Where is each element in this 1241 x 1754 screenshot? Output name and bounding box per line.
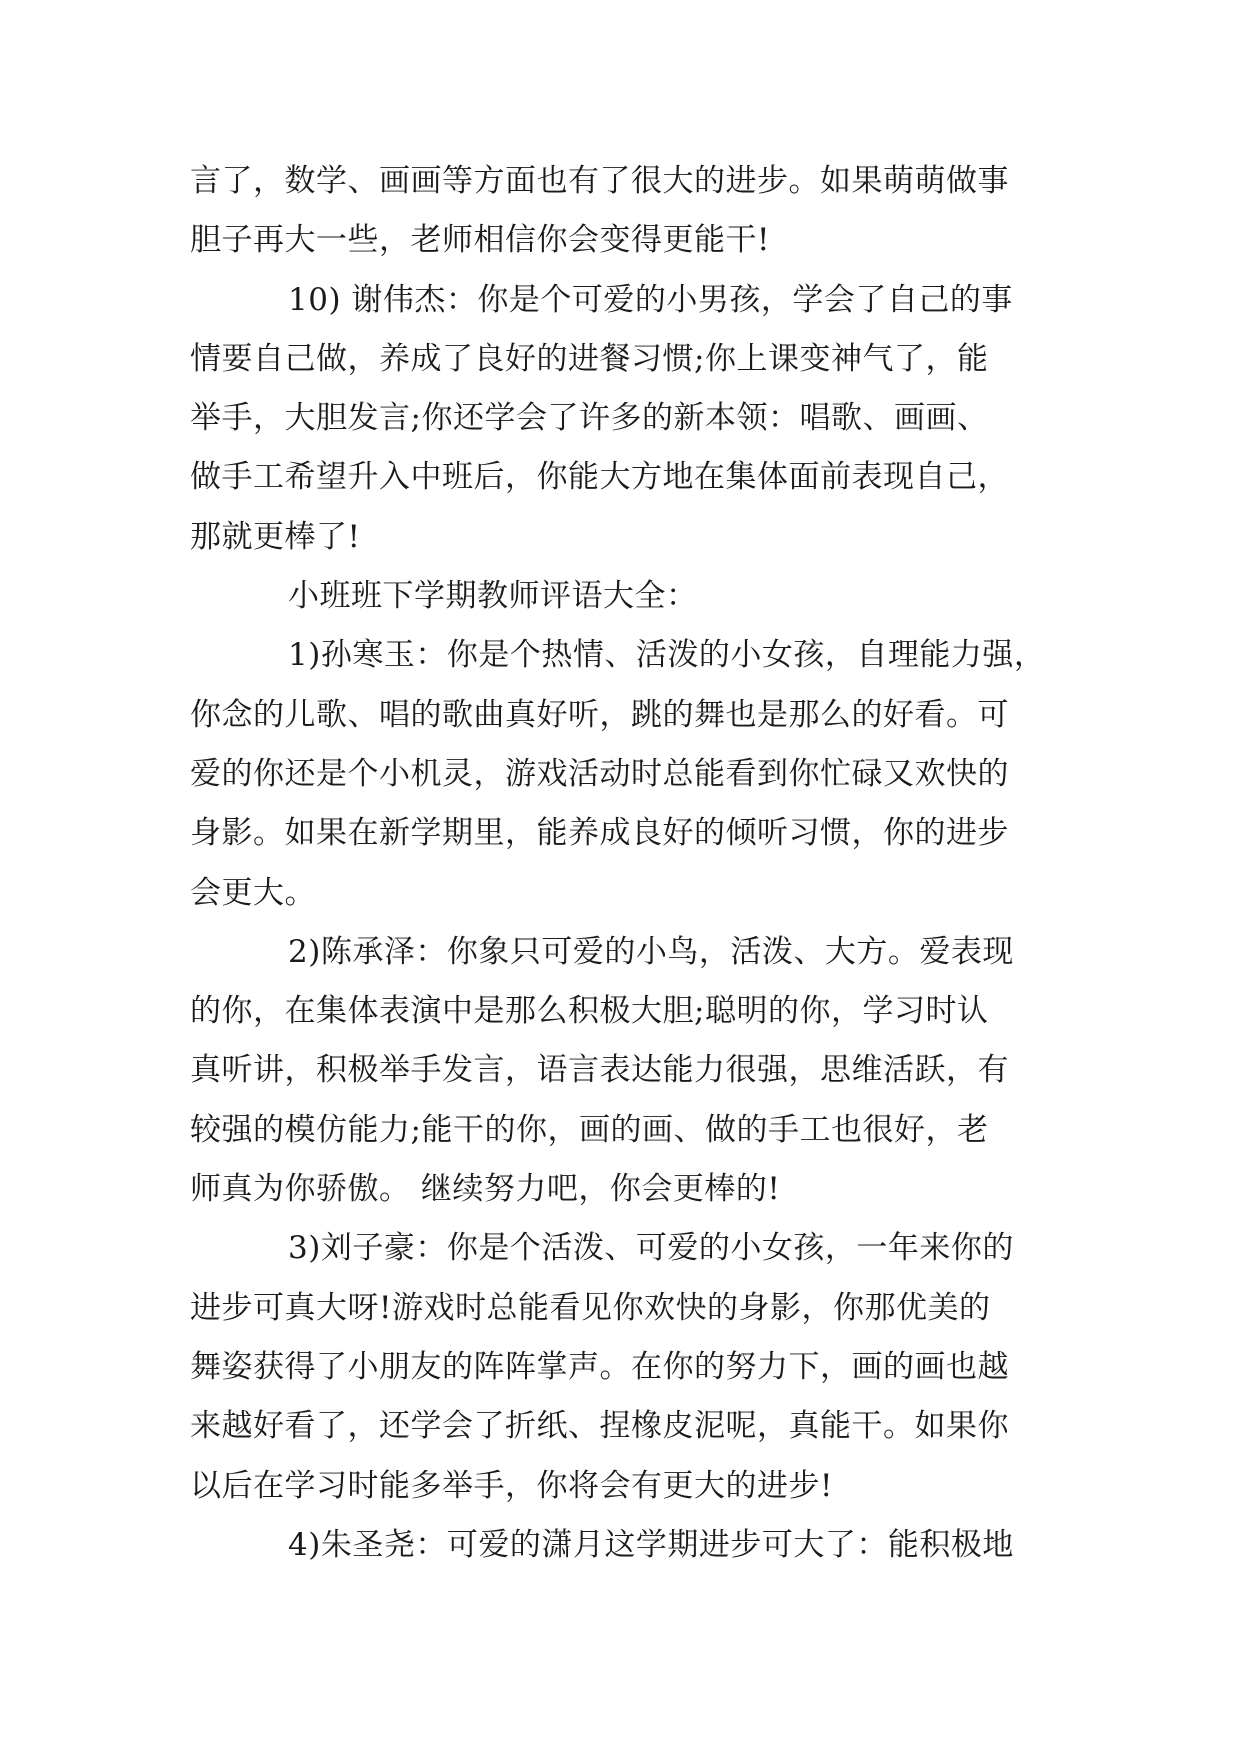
text-line: 2)陈承泽：你象只可爱的小鸟，活泼、大方。爱表现 [288, 933, 1014, 970]
text-line: 来越好看了，还学会了折纸、捏橡皮泥呢，真能干。如果你 [190, 1408, 1009, 1445]
text-line: 做手工希望升入中班后，你能大方地在集体面前表现自己， [190, 459, 1009, 496]
text-line: 那就更棒了! [190, 518, 361, 555]
text-line: 真听讲，积极举手发言，语言表达能力很强，思维活跃，有 [190, 1052, 1009, 1089]
text-line: 会更大。 [190, 874, 316, 911]
text-line: 舞姿获得了小朋友的阵阵掌声。在你的努力下，画的画也越 [190, 1348, 1009, 1385]
text-line: 以后在学习时能多举手，你将会有更大的进步! [190, 1467, 833, 1504]
text-line: 言了，数学、画画等方面也有了很大的进步。如果萌萌做事 [190, 163, 1009, 199]
text-line: 1)孙寒玉：你是个热情、活泼的小女孩，自理能力强， [288, 637, 1046, 674]
text-line: 4)朱圣尧：可爱的潇月这学期进步可大了：能积极地 [288, 1526, 1014, 1563]
text-line: 爱的你还是个小机灵，游戏活动时总能看到你忙碌又欢快的 [190, 755, 1009, 792]
text-line: 举手，大胆发言;你还学会了许多的新本领：唱歌、画画、 [190, 400, 989, 437]
text-line: 的你，在集体表演中是那么积极大胆;聪明的你，学习时认 [190, 993, 989, 1030]
text-line: 3)刘子豪：你是个活泼、可爱的小女孩，一年来你的 [288, 1230, 1014, 1267]
text-line: 较强的模仿能力;能干的你，画的画、做的手工也很好，老 [190, 1111, 989, 1148]
text-line: 情要自己做，养成了良好的进餐习惯;你上课变神气了，能 [190, 340, 989, 377]
text-line: 10) 谢伟杰：你是个可爱的小男孩，学会了自己的事 [288, 281, 1013, 318]
document-body [190, 152, 1050, 1575]
text-line: 身影。如果在新学期里，能养成良好的倾听习惯，你的进步 [190, 815, 1009, 852]
text-line: 胆子再大一些，老师相信你会变得更能干! [190, 222, 770, 259]
section-heading: 小班班下学期教师评语大全： [288, 578, 698, 615]
text-line: 师真为你骄傲。 继续努力吧，你会更棒的! [190, 1171, 781, 1208]
text-line: 进步可真大呀!游戏时总能看见你欢快的身影，你那优美的 [190, 1289, 991, 1326]
text-line: 你念的儿歌、唱的歌曲真好听，跳的舞也是那么的好看。可 [190, 696, 1009, 733]
